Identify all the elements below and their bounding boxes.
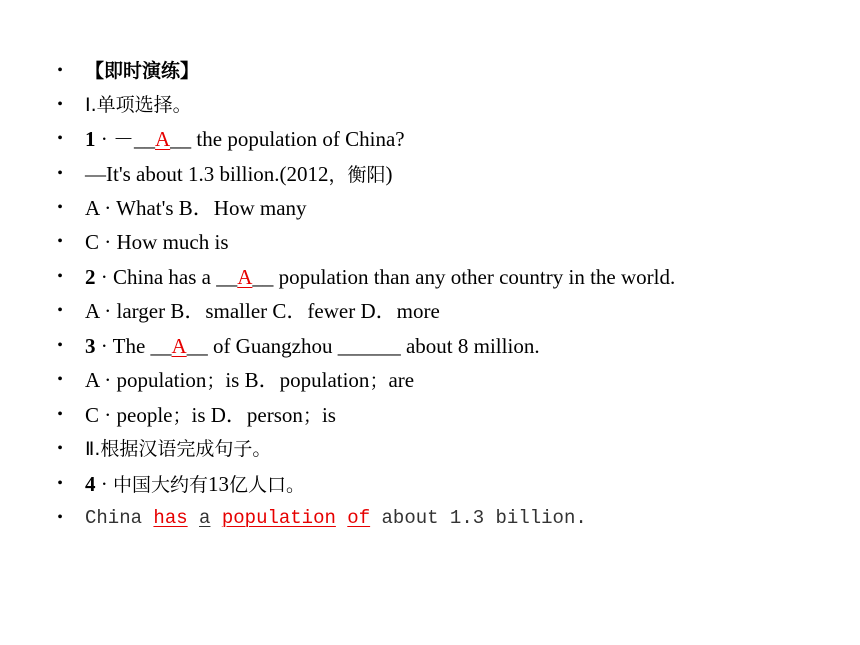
blank-underline: __ — [186, 334, 208, 358]
question-3 — [85, 329, 540, 363]
question-number: 4 — [85, 472, 96, 496]
option-text: A · population — [85, 368, 207, 392]
bullet: • — [57, 165, 63, 182]
response-text: —It's about 1.3 billion.(2012 — [85, 162, 329, 186]
question-3-line — [0, 329, 860, 363]
separator: · — [95, 472, 113, 496]
translation-answer-line — [0, 501, 860, 535]
section-title-translation: Ⅱ.根据汉语完成句子。 — [85, 438, 272, 460]
chinese-prompt: 亿人口。 — [229, 474, 306, 496]
answer-fill: population — [221, 507, 336, 529]
bullet: • — [57, 371, 63, 388]
close-paren: ) — [385, 162, 393, 186]
options-line — [0, 225, 860, 259]
question-text: the population of China? — [191, 127, 405, 151]
semicolon: ； — [172, 405, 192, 427]
blank-underline: __ — [216, 265, 238, 289]
answer-fill: a — [199, 507, 211, 529]
section-title-single-choice: Ⅰ.单项选择。 — [85, 94, 192, 116]
question-4 — [85, 467, 305, 502]
bullet: • — [57, 199, 63, 216]
option-c: C · How much is — [85, 230, 229, 254]
question-1 — [85, 122, 405, 156]
question-number: 2 — [85, 265, 96, 289]
bullet: • — [57, 130, 63, 147]
options-line — [0, 398, 860, 432]
options-line — [0, 363, 860, 397]
bullet: • — [57, 302, 63, 319]
option-text: is — [321, 403, 336, 427]
option-text: is B．population — [225, 368, 370, 392]
answer-word: about 1.3 billion. — [370, 507, 587, 529]
bullet: • — [57, 62, 63, 79]
space — [210, 507, 221, 529]
question-4-line — [0, 467, 860, 501]
answer-text: A — [171, 334, 187, 358]
options-c-d — [85, 398, 336, 433]
answer-dialog-line — [0, 157, 860, 191]
dash: － — [113, 127, 134, 151]
bullet: • — [57, 337, 63, 354]
option-text: is D．person — [191, 403, 303, 427]
section-heading: 【即时演练】 — [85, 60, 200, 82]
semicolon: ； — [369, 370, 389, 392]
question-text: · China has a — [95, 265, 217, 289]
blank-underline: __ — [134, 127, 155, 151]
answer-fill: of — [347, 507, 371, 529]
answer-fill: has — [153, 507, 188, 529]
option-text: are — [388, 368, 415, 392]
source-city: ，衡阳 — [328, 164, 386, 186]
space — [336, 507, 347, 529]
bullet: • — [57, 96, 63, 113]
bullet: • — [57, 406, 63, 423]
bullet: • — [57, 440, 63, 457]
option-text: C · people — [85, 403, 173, 427]
question-2 — [85, 260, 675, 294]
answer-word: China — [85, 507, 154, 529]
answer-text: A — [155, 127, 171, 151]
translation-answer — [85, 501, 587, 535]
blank-underline: __ — [170, 127, 192, 151]
options-a-d: A · larger B．smaller C．fewer D．more — [85, 299, 440, 323]
blank-underline: __ — [252, 265, 274, 289]
question-text: of Guangzhou ______ about 8 million. — [207, 334, 540, 358]
options-a-b — [85, 363, 414, 398]
bullet: • — [57, 475, 63, 492]
question-number: 1 — [85, 127, 96, 151]
heading-line — [0, 54, 860, 88]
chinese-prompt-number: 13 — [208, 472, 230, 496]
section-title-line — [0, 88, 860, 122]
question-2-line — [0, 260, 860, 294]
semicolon: ； — [302, 405, 322, 427]
options-line — [0, 191, 860, 225]
bullet: • — [57, 509, 63, 526]
bullet: • — [57, 233, 63, 250]
question-1-line — [0, 122, 860, 156]
options-a-b: A · What's B．How many — [85, 196, 307, 220]
dialog-response — [85, 157, 393, 192]
semicolon: ； — [206, 370, 226, 392]
section-title-line — [0, 432, 860, 466]
options-line — [0, 294, 860, 328]
question-text: population than any other country in the world. — [273, 265, 676, 289]
blank-underline: __ — [150, 334, 172, 358]
question-number: 3 — [85, 334, 96, 358]
chinese-prompt: 中国大约有 — [113, 474, 209, 496]
separator: · — [100, 127, 108, 151]
question-text: · The — [95, 334, 151, 358]
answer-text: A — [237, 265, 253, 289]
bullet: • — [57, 268, 63, 285]
space — [188, 507, 199, 529]
